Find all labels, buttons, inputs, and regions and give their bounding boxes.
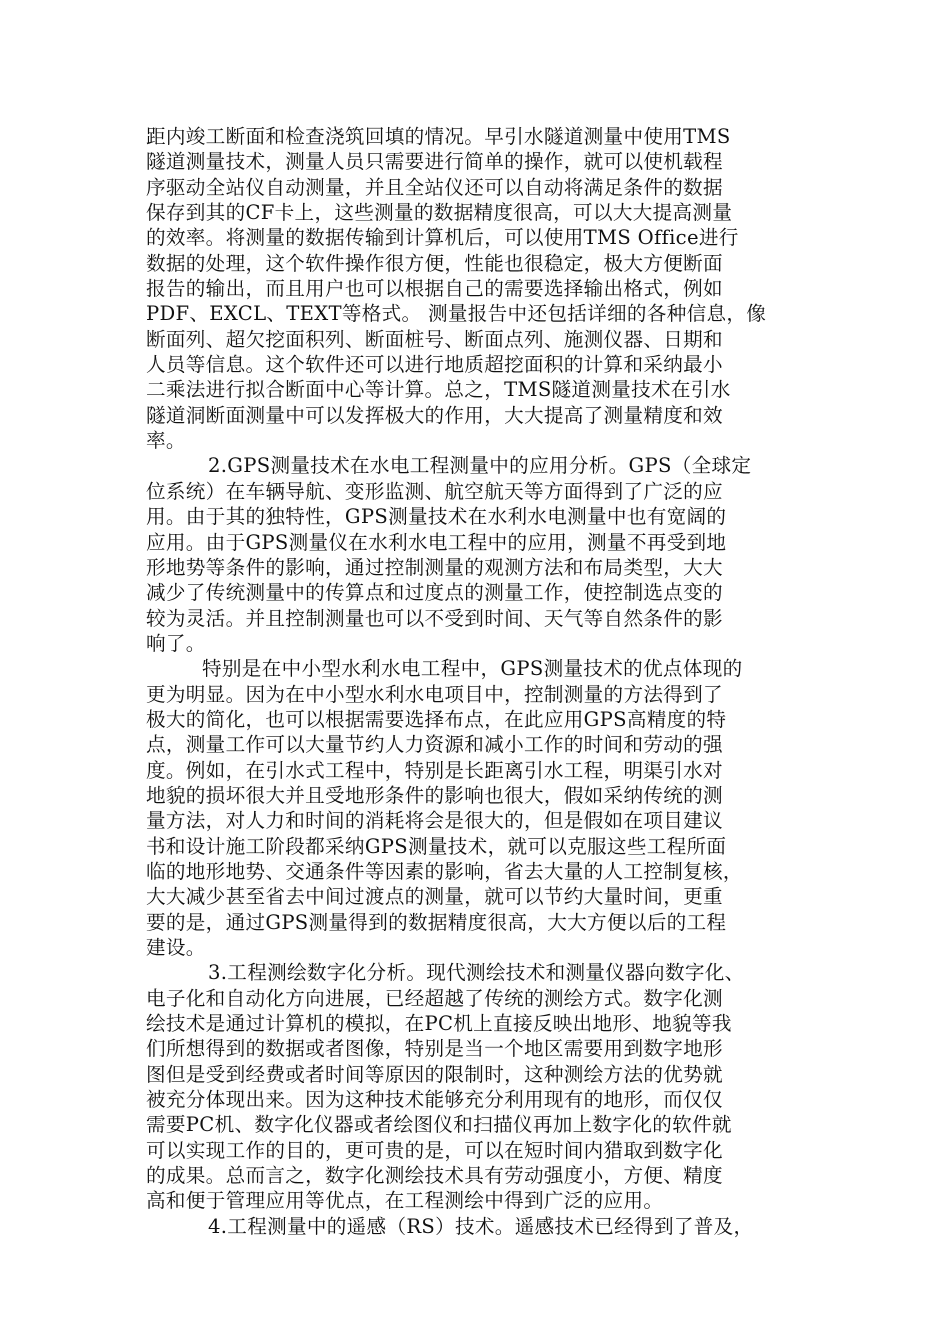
text-line: 可以实现工作的目的，更可贵的是，可以在短时间内猎取到数字化 <box>146 1138 723 1162</box>
text-line: 数据的处理，这个软件操作很方便，性能也很稳定，极大方便断面 <box>146 251 723 275</box>
text-line: 要的是，通过GPS测量得到的数据精度很高，大大方便以后的工程 <box>146 910 727 934</box>
text-line: 位系统）在车辆导航、变形监测、航空航天等方面得到了广泛的应 <box>146 479 723 503</box>
text-line: 断面列、超欠挖面积列、断面桩号、断面点列、施测仪器、日期和 <box>146 327 723 351</box>
text-line: 需要PC机、数字化仪器或者绘图仪和扫描仪再加上数字化的软件就 <box>146 1113 732 1137</box>
text-line: 高和便于管理应用等优点，在工程测绘中得到广泛的应用。 <box>146 1189 664 1213</box>
text-line: 序驱动全站仪自动测量，并且全站仪还可以自动将满足条件的数据 <box>146 175 723 199</box>
text-line: 被充分体现出来。因为这种技术能够充分利用现有的地形，而仅仅 <box>146 1088 723 1112</box>
text-line: 报告的输出，而且用户也可以根据自己的需要选择输出格式，例如 <box>146 277 723 301</box>
text-line: 率。 <box>146 429 186 453</box>
text-line: 大大减少甚至省去中间过渡点的测量，就可以节约大量时间，更重 <box>146 885 723 909</box>
text-line: PDF、EXCL、TEXT等格式。 测量报告中还包括详细的各种信息，像 <box>146 302 767 326</box>
text-line: 减少了传统测量中的传算点和过度点的测量工作，使控制选点变的 <box>146 581 723 605</box>
body-text <box>146 124 810 1239</box>
text-line: 较为灵活。并且控制测量也可以不受到时间、天气等自然条件的影 <box>146 606 723 630</box>
text-line: 隧道洞断面测量中可以发挥极大的作用，大大提高了测量精度和效 <box>146 403 723 427</box>
text-line: 形地势等条件的影响，通过控制测量的观测方法和布局类型，大大 <box>146 555 723 579</box>
section-heading-line: 2.GPS测量技术在水电工程测量中的应用分析。GPS（全球定 <box>208 454 752 478</box>
text-line: 用。由于其的独特性，GPS测量技术在水利水电测量中也有宽阔的 <box>146 505 727 529</box>
text-line: 距内竣工断面和检查浇筑回填的情况。早引水隧道测量中使用TMS <box>146 125 731 148</box>
text-line: 响了。 <box>146 631 206 655</box>
text-line: 电子化和自动化方向进展，已经超越了传统的测绘方式。数字化测 <box>146 986 723 1010</box>
text-line: 临的地形地势、交通条件等因素的影响，省去大量的人工控制复核， <box>146 859 743 883</box>
text-line: 建设。 <box>146 936 206 959</box>
text-line: 二乘法进行拟合断面中心等计算。总之，TMS隧道测量技术在引水 <box>146 378 731 402</box>
text-line: 量方法，对人力和时间的消耗将会是很大的，但是假如在项目建议 <box>146 809 723 833</box>
text-line: 度。例如，在引水式工程中，特别是长距离引水工程，明渠引水对 <box>146 758 723 782</box>
section-heading-line: 4.工程测量中的遥感（RS）技术。遥感技术已经得到了普及， <box>208 1214 754 1238</box>
text-line: 极大的简化，也可以根据需要选择布点，在此应用GPS高精度的特 <box>146 707 727 731</box>
text-line: 地貌的损坏很大并且受地形条件的影响也很大，假如采纳传统的测 <box>146 783 723 807</box>
text-line: 应用。由于GPS测量仪在水利水电工程中的应用，测量不再受到地 <box>146 530 727 554</box>
section-heading-line: 3.工程测绘数字化分析。现代测绘技术和测量仪器向数字化、 <box>208 961 745 985</box>
text-line: 绘技术是通过计算机的模拟，在PC机上直接反映出地形、地貌等我 <box>146 1012 732 1036</box>
text-line: 隧道测量技术，测量人员只需要进行简单的操作，就可以使机载程 <box>146 150 723 174</box>
text-line: 的效率。将测量的数据传输到计算机后，可以使用TMS Office进行 <box>146 226 739 250</box>
text-line: 更为明显。因为在中小型水利水电项目中，控制测量的方法得到了 <box>146 682 723 706</box>
text-line: 们所想得到的数据或者图像，特别是当一个地区需要用到数字地形 <box>146 1037 723 1061</box>
text-line: 保存到其的CF卡上，这些测量的数据精度很高，可以大大提高测量 <box>146 201 733 225</box>
text-line: 图但是受到经费或者时间等原因的限制时，这种测绘方法的优势就 <box>146 1062 723 1086</box>
text-line: 人员等信息。这个软件还可以进行地质超挖面积的计算和采纳最小 <box>146 353 723 377</box>
text-line: 的成果。总而言之，数字化测绘技术具有劳动强度小，方便、精度 <box>146 1164 723 1188</box>
text-line: 点，测量工作可以大量节约人力资源和减小工作的时间和劳动的强 <box>146 733 723 757</box>
text-line: 书和设计施工阶段都采纳GPS测量技术，就可以克服这些工程所面 <box>146 834 727 858</box>
paragraph-start-line: 特别是在中小型水利水电工程中，GPS测量技术的优点体现的 <box>202 657 743 681</box>
